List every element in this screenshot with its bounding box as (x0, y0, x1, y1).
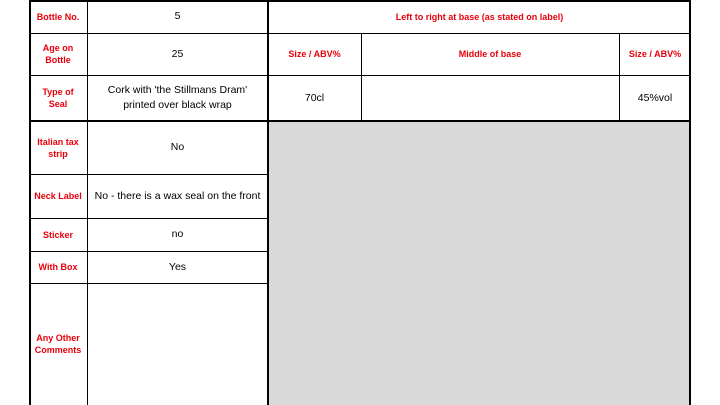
label-age-on-bottle: Age on Bottle (42, 43, 74, 65)
base-value-right: 45%vol (637, 91, 673, 104)
base-value-left: 70cl (304, 91, 325, 104)
base-header: Left to right at base (as stated on label) (395, 11, 564, 22)
grid-line (29, 218, 268, 219)
empty-region (268, 121, 691, 405)
grid-line (87, 0, 88, 405)
label-with-box: With Box (38, 262, 78, 272)
grid-line (361, 33, 362, 121)
grid-line (619, 33, 620, 121)
grid-line (29, 0, 691, 2)
base-col-left-header: Size / ABV% (288, 49, 341, 59)
label-type-of-seal: Type of Seal (42, 87, 74, 109)
base-col-right-header: Size / ABV% (628, 49, 682, 59)
grid-line (29, 283, 268, 284)
grid-line (29, 75, 691, 76)
grid-line (29, 251, 268, 252)
bottle-record-table (29, 0, 691, 405)
value-neck-label: No - there is a wax seal on the front (94, 189, 261, 202)
grid-line (29, 0, 31, 405)
value-italian-tax-strip: No (170, 141, 185, 153)
value-with-box: Yes (168, 260, 187, 273)
value-bottle-no: 5 (174, 10, 181, 22)
grid-line (29, 33, 691, 34)
grid-line (267, 0, 269, 405)
value-any-other-comments (87, 283, 268, 405)
label-any-other-comments: Any Other Comments (34, 333, 82, 355)
value-type-of-seal: Cork with 'the Stillmans Dram' printed over black wrap (107, 84, 248, 111)
base-col-middle-header: Middle of base (458, 49, 522, 59)
label-italian-tax-strip: Italian tax strip (37, 136, 79, 159)
value-age-on-bottle: 25 (171, 47, 184, 60)
value-sticker: no (171, 228, 184, 240)
grid-line (29, 174, 268, 175)
base-value-middle (361, 75, 619, 121)
label-sticker: Sticker (42, 229, 74, 240)
label-bottle-no: Bottle No. (36, 11, 80, 22)
label-neck-label: Neck Label (34, 191, 82, 201)
grid-line (29, 120, 691, 122)
grid-line (689, 0, 691, 405)
